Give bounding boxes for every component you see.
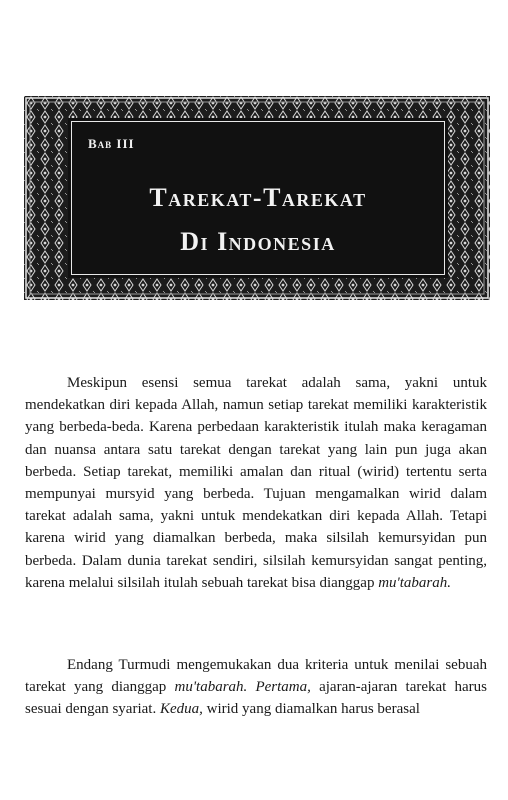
chapter-banner [24,96,490,300]
paragraph-2-text-a: Endang Turmudi mengemukakan dua kriteria untuk menilai sebuah tarekat yang dianggap [25,657,487,696]
chapter-title-line-2: Di Indonesia [180,227,336,256]
paragraph-2-text-c: ajaran-ajaran tarekat harus sesuai dengan syariat. [25,679,488,718]
paragraph-1 [25,372,487,594]
term-kedua: Kedua, [159,701,203,718]
chapter-title-line-1: Tarekat-Tarekat [149,183,367,212]
chapter-number: Bab III [88,136,135,151]
term-pertama: Pertama, [255,679,311,696]
term-mutabarah: mu'tabarah. [378,574,452,591]
paragraph-1-text: Meskipun esensi semua tarekat adalah sama, yakni untuk mendekatkan diri kepada Allah, namun setiap tarekat memiliki karakteristik yang berbeda-beda. Karena perbedaan karakteristik itulah maka keragaman dan nuansa antara satu tarekat dengan tarekat yang lain pun juga akan berbeda. Setiap tarekat, memiliki amalan dan ritual (wirid) tertentu serta mempunyai mursyid yang berbeda. Tujuan mengamalkan wirid dalam tarekat adalah sama, yakni untuk mendekatkan diri kepada Allah. Tetapi karena wirid yang diamalkan berbeda, maka silsilah kemursyidan pun berbeda. Dalam dunia tarekat sendiri, silsilah kemursyidan sangat penting, karena melalui silsilah itulah sebuah tarekat bisa dianggap [25,375,487,591]
chapter-title-panel [68,118,448,278]
paragraph-2-text-d: wirid yang diamalkan harus berasal [202,701,420,718]
term-mutabarah: mu'tabarah. [174,679,248,696]
paragraph-2 [25,654,487,721]
